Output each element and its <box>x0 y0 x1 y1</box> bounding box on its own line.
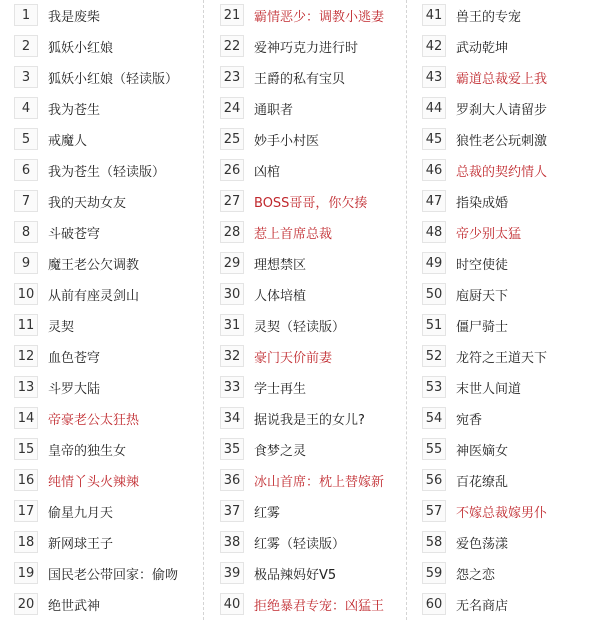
list-item[interactable] <box>422 498 547 524</box>
list-item[interactable] <box>422 343 547 369</box>
list-item[interactable] <box>14 219 100 245</box>
list-item[interactable] <box>422 2 521 28</box>
item-title-link[interactable]: 我是废柴 <box>48 9 101 25</box>
list-item[interactable] <box>422 219 521 245</box>
rank-number: 35 <box>220 438 244 460</box>
list-item[interactable] <box>422 157 547 183</box>
item-title-link[interactable]: 据说我是王的女儿? <box>254 412 365 428</box>
rank-number: 15 <box>14 438 38 460</box>
rank-number: 25 <box>220 128 244 150</box>
rank-number: 7 <box>14 190 38 212</box>
item-title-link[interactable]: 学士再生 <box>254 381 307 397</box>
rank-number: 8 <box>14 221 38 243</box>
list-item[interactable] <box>14 374 100 400</box>
item-title-link[interactable]: 斗罗大陆 <box>48 381 101 397</box>
rank-number: 23 <box>220 66 244 88</box>
item-title-link[interactable]: 不嫁总裁嫁男仆 <box>456 505 548 521</box>
rank-number: 12 <box>14 345 38 367</box>
item-title-link[interactable]: 狐妖小红娘 <box>48 40 114 56</box>
rank-number: 18 <box>14 531 38 553</box>
item-title-link[interactable]: 僵尸骑士 <box>456 319 509 335</box>
rank-number: 50 <box>422 283 446 305</box>
list-item[interactable] <box>422 250 508 276</box>
list-item[interactable] <box>14 281 139 307</box>
item-title-link[interactable]: 总裁的契约情人 <box>456 164 548 180</box>
rank-number: 3 <box>14 66 38 88</box>
rank-number: 54 <box>422 407 446 429</box>
rank-number: 46 <box>422 159 446 181</box>
item-title-link[interactable]: 极品辣妈好V5 <box>254 567 337 583</box>
rank-number: 40 <box>220 593 244 615</box>
item-title-link[interactable]: 末世人间道 <box>456 381 522 397</box>
list-item[interactable] <box>422 312 508 338</box>
list-item[interactable] <box>220 157 280 183</box>
list-item[interactable] <box>220 405 365 431</box>
rank-number: 16 <box>14 469 38 491</box>
item-title-link[interactable]: 兽王的专宠 <box>456 9 522 25</box>
list-item[interactable] <box>220 64 345 90</box>
list-item[interactable] <box>14 591 100 617</box>
rank-number: 26 <box>220 159 244 181</box>
item-title-link[interactable]: 狐妖小红娘（轻读版） <box>48 71 179 87</box>
list-item[interactable] <box>14 405 139 431</box>
list-item[interactable] <box>422 529 508 555</box>
item-title-link[interactable]: 纯情丫头火辣辣 <box>48 474 140 490</box>
item-title-link[interactable]: 惹上首席总裁 <box>254 226 333 242</box>
list-item[interactable] <box>220 374 306 400</box>
rank-number: 2 <box>14 35 38 57</box>
ranking-column-3 <box>406 0 609 620</box>
item-title-link[interactable]: 拒绝暴君专宠：凶猛王 <box>254 598 385 614</box>
list-item[interactable] <box>220 126 319 152</box>
ranking-column-1 <box>0 0 203 620</box>
rank-number: 55 <box>422 438 446 460</box>
item-title-link[interactable]: 神医嫡女 <box>456 443 509 459</box>
list-item[interactable] <box>220 529 345 555</box>
list-item[interactable] <box>422 374 521 400</box>
rank-number: 19 <box>14 562 38 584</box>
rank-number: 58 <box>422 531 446 553</box>
rank-number: 56 <box>422 469 446 491</box>
list-item[interactable] <box>14 436 126 462</box>
item-title-link[interactable]: 灵契（轻读版） <box>254 319 346 335</box>
list-item[interactable] <box>220 33 358 59</box>
list-item[interactable] <box>220 250 306 276</box>
item-title-link[interactable]: 皇帝的独生女 <box>48 443 127 459</box>
list-item[interactable] <box>422 126 547 152</box>
list-item[interactable] <box>220 498 280 524</box>
list-item[interactable] <box>14 312 74 338</box>
rank-number: 34 <box>220 407 244 429</box>
list-item[interactable] <box>14 343 100 369</box>
list-item[interactable] <box>220 343 332 369</box>
item-title-link[interactable]: 我的天劫女友 <box>48 195 127 211</box>
list-item[interactable] <box>14 126 87 152</box>
list-item[interactable] <box>14 560 178 586</box>
rank-number: 53 <box>422 376 446 398</box>
list-item[interactable] <box>422 188 508 214</box>
rank-number: 17 <box>14 500 38 522</box>
rank-number: 10 <box>14 283 38 305</box>
item-title-link[interactable]: 通职者 <box>254 102 294 118</box>
rank-number: 27 <box>220 190 244 212</box>
item-title-link[interactable]: 我为苍生（轻读版） <box>48 164 166 180</box>
rank-number: 42 <box>422 35 446 57</box>
item-title-link[interactable]: 指染成婚 <box>456 195 509 211</box>
item-title-link[interactable]: 怨之恋 <box>456 567 496 583</box>
rank-number: 11 <box>14 314 38 336</box>
rank-number: 24 <box>220 97 244 119</box>
rank-number: 31 <box>220 314 244 336</box>
list-item[interactable] <box>14 467 139 493</box>
item-title-link[interactable]: 血色苍穹 <box>48 350 101 366</box>
item-title-link[interactable]: 霸道总裁爱上我 <box>456 71 548 87</box>
item-title-link[interactable]: 新网球王子 <box>48 536 114 552</box>
item-title-link[interactable]: 爱神巧克力进行时 <box>254 40 359 56</box>
rank-number: 51 <box>422 314 446 336</box>
rank-number: 22 <box>220 35 244 57</box>
item-title-link[interactable]: 庖厨天下 <box>456 288 509 304</box>
list-item[interactable] <box>422 467 508 493</box>
item-title-link[interactable]: 百花缭乱 <box>456 474 509 490</box>
item-title-link[interactable]: 武动乾坤 <box>456 40 509 56</box>
list-item[interactable] <box>422 560 495 586</box>
list-item[interactable] <box>422 33 508 59</box>
list-item[interactable] <box>14 95 100 121</box>
item-title-link[interactable]: 宛香 <box>456 412 483 428</box>
list-item[interactable] <box>422 436 508 462</box>
rank-number: 5 <box>14 128 38 150</box>
list-item[interactable] <box>422 281 508 307</box>
item-title-link[interactable]: 罗刹大人请留步 <box>456 102 548 118</box>
list-item[interactable] <box>220 591 384 617</box>
item-title-link[interactable]: 妙手小村医 <box>254 133 320 149</box>
rank-number: 9 <box>14 252 38 274</box>
list-item[interactable] <box>220 281 306 307</box>
item-title-link[interactable]: 红雾 <box>254 505 281 521</box>
item-title-link[interactable]: 王爵的私有宝贝 <box>254 71 346 87</box>
item-title-link[interactable]: 狼性老公玩刺激 <box>456 133 548 149</box>
item-title-link[interactable]: 帝豪老公太狂热 <box>48 412 140 428</box>
item-title-link[interactable]: 冰山首席：枕上替嫁新 <box>254 474 385 490</box>
item-title-link[interactable]: 龙符之王道天下 <box>456 350 548 366</box>
item-title-link[interactable]: 国民老公带回家：偷吻 <box>48 567 179 583</box>
rank-number: 47 <box>422 190 446 212</box>
rank-number: 14 <box>14 407 38 429</box>
list-item[interactable] <box>220 312 345 338</box>
item-title-link[interactable]: 爱色荡漾 <box>456 536 509 552</box>
list-item[interactable] <box>422 591 508 617</box>
item-title-link[interactable]: 红雾（轻读版） <box>254 536 346 552</box>
list-item[interactable] <box>422 95 547 121</box>
list-item[interactable] <box>220 188 367 214</box>
ranking-column-2 <box>203 0 406 620</box>
item-title-link[interactable]: 魔王老公欠调教 <box>48 257 140 273</box>
rank-number: 39 <box>220 562 244 584</box>
item-title-link[interactable]: 戒魔人 <box>48 133 88 149</box>
item-title-link[interactable]: 绝世武神 <box>48 598 101 614</box>
item-title-link[interactable]: 时空使徒 <box>456 257 509 273</box>
item-title-link[interactable]: BOSS哥哥，你欠揍 <box>254 195 368 211</box>
item-title-link[interactable]: 凶棺 <box>254 164 281 180</box>
list-item[interactable] <box>220 467 384 493</box>
rank-number: 1 <box>14 4 38 26</box>
rank-number: 6 <box>14 159 38 181</box>
rank-number: 41 <box>422 4 446 26</box>
item-title-link[interactable]: 灵契 <box>48 319 75 335</box>
rank-number: 29 <box>220 252 244 274</box>
item-title-link[interactable]: 豪门天价前妻 <box>254 350 333 366</box>
rank-number: 59 <box>422 562 446 584</box>
item-title-link[interactable]: 偷星九月天 <box>48 505 114 521</box>
rank-number: 49 <box>422 252 446 274</box>
list-item[interactable] <box>220 2 384 28</box>
rank-number: 33 <box>220 376 244 398</box>
item-title-link[interactable]: 帝少别太猛 <box>456 226 522 242</box>
list-item[interactable] <box>14 188 126 214</box>
rank-number: 21 <box>220 4 244 26</box>
list-item[interactable] <box>422 405 482 431</box>
rank-number: 30 <box>220 283 244 305</box>
list-item[interactable] <box>422 64 547 90</box>
rank-number: 60 <box>422 593 446 615</box>
rank-number: 4 <box>14 97 38 119</box>
item-title-link[interactable]: 理想禁区 <box>254 257 307 273</box>
list-item[interactable] <box>14 250 139 276</box>
list-item[interactable] <box>220 95 293 121</box>
rank-number: 48 <box>422 221 446 243</box>
list-item[interactable] <box>14 33 113 59</box>
rank-number: 32 <box>220 345 244 367</box>
item-title-link[interactable]: 我为苍生 <box>48 102 101 118</box>
list-item[interactable] <box>14 64 178 90</box>
rank-number: 57 <box>422 500 446 522</box>
rank-number: 13 <box>14 376 38 398</box>
rank-number: 20 <box>14 593 38 615</box>
item-title-link[interactable]: 霸情恶少：调教小逃妻 <box>254 9 385 25</box>
rank-number: 44 <box>422 97 446 119</box>
rank-number: 36 <box>220 469 244 491</box>
rank-number: 45 <box>422 128 446 150</box>
rank-number: 38 <box>220 531 244 553</box>
list-item[interactable] <box>14 2 100 28</box>
list-item[interactable] <box>14 498 113 524</box>
list-item[interactable] <box>220 560 336 586</box>
item-title-link[interactable]: 无名商店 <box>456 598 509 614</box>
list-item[interactable] <box>14 529 113 555</box>
list-item[interactable] <box>220 219 332 245</box>
rank-number: 28 <box>220 221 244 243</box>
list-item[interactable] <box>220 436 306 462</box>
list-item[interactable] <box>14 157 165 183</box>
rank-number: 37 <box>220 500 244 522</box>
item-title-link[interactable]: 从前有座灵剑山 <box>48 288 140 304</box>
rank-number: 43 <box>422 66 446 88</box>
item-title-link[interactable]: 斗破苍穹 <box>48 226 101 242</box>
rank-number: 52 <box>422 345 446 367</box>
item-title-link[interactable]: 人体培植 <box>254 288 307 304</box>
item-title-link[interactable]: 食梦之灵 <box>254 443 307 459</box>
